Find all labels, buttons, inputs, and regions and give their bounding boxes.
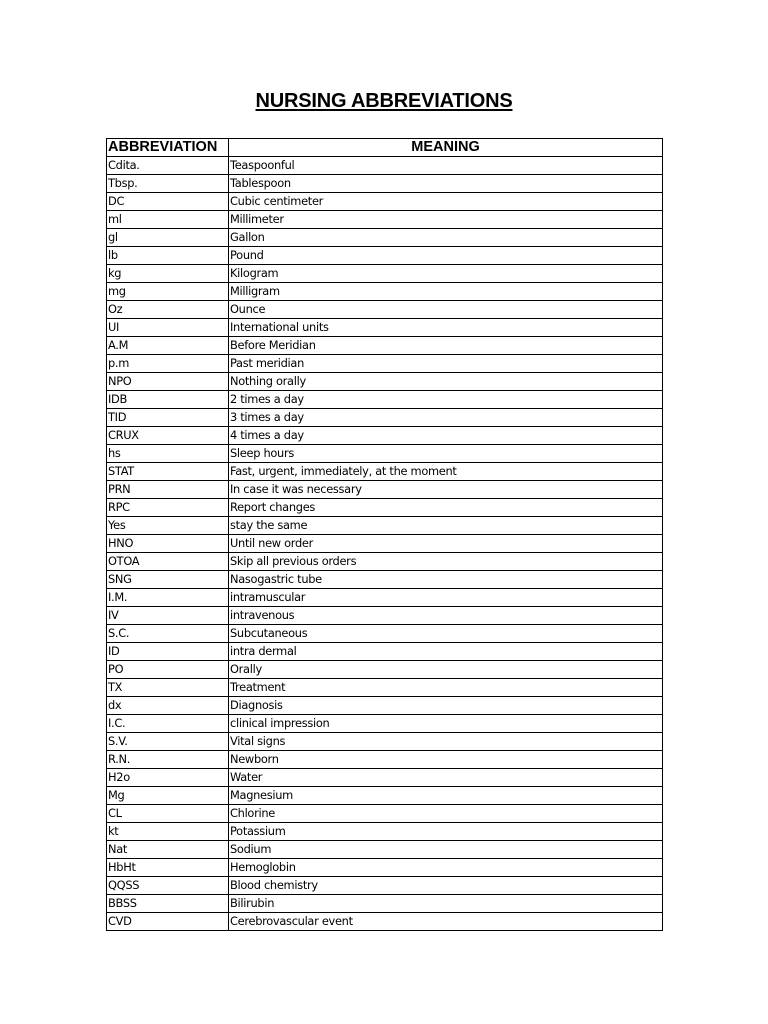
meaning-cell: Cerebrovascular event — [229, 913, 663, 931]
meaning-cell: Hemoglobin — [229, 859, 663, 877]
abbreviation-cell: TX — [107, 679, 229, 697]
table-row — [107, 769, 663, 787]
table-row — [107, 697, 663, 715]
meaning-cell: International units — [229, 319, 663, 337]
abbreviation-cell: QQSS — [107, 877, 229, 895]
table-row — [107, 211, 663, 229]
abbreviation-cell: Mg — [107, 787, 229, 805]
abbreviation-cell: SNG — [107, 571, 229, 589]
abbreviation-cell: NPO — [107, 373, 229, 391]
meaning-cell: Vital signs — [229, 733, 663, 751]
abbreviation-cell: mg — [107, 283, 229, 301]
table-row — [107, 625, 663, 643]
table-row — [107, 481, 663, 499]
meaning-cell: Teaspoonful — [229, 157, 663, 175]
column-header-abbreviation: ABBREVIATION — [107, 139, 229, 157]
meaning-cell: Sodium — [229, 841, 663, 859]
table-row — [107, 751, 663, 769]
table-row — [107, 517, 663, 535]
abbreviation-cell: kt — [107, 823, 229, 841]
meaning-cell: Blood chemistry — [229, 877, 663, 895]
abbreviation-cell: Cdita. — [107, 157, 229, 175]
abbreviation-cell: Tbsp. — [107, 175, 229, 193]
abbreviation-cell: dx — [107, 697, 229, 715]
table-row — [107, 301, 663, 319]
meaning-cell: Tablespoon — [229, 175, 663, 193]
table-row — [107, 841, 663, 859]
table-row — [107, 283, 663, 301]
document-title: NURSING ABBREVIATIONS — [255, 90, 513, 112]
abbreviation-cell: UI — [107, 319, 229, 337]
table-row — [107, 895, 663, 913]
meaning-cell: Fast, urgent, immediately, at the moment — [229, 463, 663, 481]
meaning-cell: Nasogastric tube — [229, 571, 663, 589]
abbreviation-cell: gl — [107, 229, 229, 247]
table-row — [107, 661, 663, 679]
table-row — [107, 679, 663, 697]
abbreviation-cell: CL — [107, 805, 229, 823]
abbreviation-cell: S.V. — [107, 733, 229, 751]
table-row — [107, 157, 663, 175]
table-row — [107, 355, 663, 373]
table-row — [107, 589, 663, 607]
abbreviation-cell: RPC — [107, 499, 229, 517]
table-row — [107, 193, 663, 211]
meaning-cell: intramuscular — [229, 589, 663, 607]
abbreviation-cell: hs — [107, 445, 229, 463]
table-row — [107, 877, 663, 895]
table-row — [107, 499, 663, 517]
abbreviation-cell: S.C. — [107, 625, 229, 643]
meaning-cell: Ounce — [229, 301, 663, 319]
abbreviation-cell: A.M — [107, 337, 229, 355]
table-row — [107, 859, 663, 877]
meaning-cell: Newborn — [229, 751, 663, 769]
column-header-meaning: MEANING — [229, 139, 663, 157]
table-row — [107, 247, 663, 265]
meaning-cell: Past meridian — [229, 355, 663, 373]
meaning-cell: clinical impression — [229, 715, 663, 733]
abbreviation-cell: lb — [107, 247, 229, 265]
abbreviation-cell: PRN — [107, 481, 229, 499]
table-row — [107, 391, 663, 409]
abbreviation-cell: Nat — [107, 841, 229, 859]
table-row — [107, 643, 663, 661]
meaning-cell: Kilogram — [229, 265, 663, 283]
meaning-cell: Until new order — [229, 535, 663, 553]
meaning-cell: Potassium — [229, 823, 663, 841]
meaning-cell: Treatment — [229, 679, 663, 697]
table-row — [107, 319, 663, 337]
table-row — [107, 535, 663, 553]
meaning-cell: 2 times a day — [229, 391, 663, 409]
table-row — [107, 337, 663, 355]
table-row — [107, 409, 663, 427]
meaning-cell: Before Meridian — [229, 337, 663, 355]
meaning-cell: intravenous — [229, 607, 663, 625]
meaning-cell: Sleep hours — [229, 445, 663, 463]
table-row — [107, 733, 663, 751]
table-row — [107, 427, 663, 445]
abbreviation-cell: ID — [107, 643, 229, 661]
table-row — [107, 445, 663, 463]
table-row — [107, 265, 663, 283]
abbreviation-cell: STAT — [107, 463, 229, 481]
abbreviation-cell: ml — [107, 211, 229, 229]
meaning-cell: Orally — [229, 661, 663, 679]
meaning-cell: Water — [229, 769, 663, 787]
table-row — [107, 823, 663, 841]
meaning-cell: Gallon — [229, 229, 663, 247]
table-header-row — [107, 139, 663, 157]
abbreviation-cell: IV — [107, 607, 229, 625]
table-row — [107, 913, 663, 931]
abbreviation-cell: H2o — [107, 769, 229, 787]
table-body — [107, 157, 663, 931]
table-row — [107, 229, 663, 247]
meaning-cell: Millimeter — [229, 211, 663, 229]
abbreviation-cell: CRUX — [107, 427, 229, 445]
abbreviation-cell: OTOA — [107, 553, 229, 571]
meaning-cell: Milligram — [229, 283, 663, 301]
meaning-cell: Bilirubin — [229, 895, 663, 913]
abbreviation-cell: BBSS — [107, 895, 229, 913]
table-row — [107, 373, 663, 391]
abbreviation-cell: I.M. — [107, 589, 229, 607]
meaning-cell: intra dermal — [229, 643, 663, 661]
abbreviation-cell: CVD — [107, 913, 229, 931]
table-row — [107, 463, 663, 481]
meaning-cell: In case it was necessary — [229, 481, 663, 499]
table-row — [107, 787, 663, 805]
abbreviation-cell: I.C. — [107, 715, 229, 733]
abbreviation-cell: HNO — [107, 535, 229, 553]
meaning-cell: stay the same — [229, 517, 663, 535]
abbreviation-cell: Oz — [107, 301, 229, 319]
table-row — [107, 175, 663, 193]
meaning-cell: 3 times a day — [229, 409, 663, 427]
abbreviation-cell: DC — [107, 193, 229, 211]
table-row — [107, 553, 663, 571]
abbreviation-cell: IDB — [107, 391, 229, 409]
abbreviation-cell: p.m — [107, 355, 229, 373]
abbreviation-cell: HbHt — [107, 859, 229, 877]
abbreviation-cell: TID — [107, 409, 229, 427]
abbreviations-table — [106, 138, 663, 931]
table-row — [107, 571, 663, 589]
meaning-cell: Cubic centimeter — [229, 193, 663, 211]
meaning-cell: Diagnosis — [229, 697, 663, 715]
meaning-cell: 4 times a day — [229, 427, 663, 445]
table-row — [107, 805, 663, 823]
meaning-cell: Subcutaneous — [229, 625, 663, 643]
meaning-cell: Chlorine — [229, 805, 663, 823]
table-row — [107, 715, 663, 733]
meaning-cell: Skip all previous orders — [229, 553, 663, 571]
meaning-cell: Nothing orally — [229, 373, 663, 391]
meaning-cell: Pound — [229, 247, 663, 265]
abbreviation-cell: PO — [107, 661, 229, 679]
abbreviation-cell: Yes — [107, 517, 229, 535]
table-row — [107, 607, 663, 625]
abbreviation-cell: kg — [107, 265, 229, 283]
meaning-cell: Magnesium — [229, 787, 663, 805]
abbreviation-cell: R.N. — [107, 751, 229, 769]
meaning-cell: Report changes — [229, 499, 663, 517]
